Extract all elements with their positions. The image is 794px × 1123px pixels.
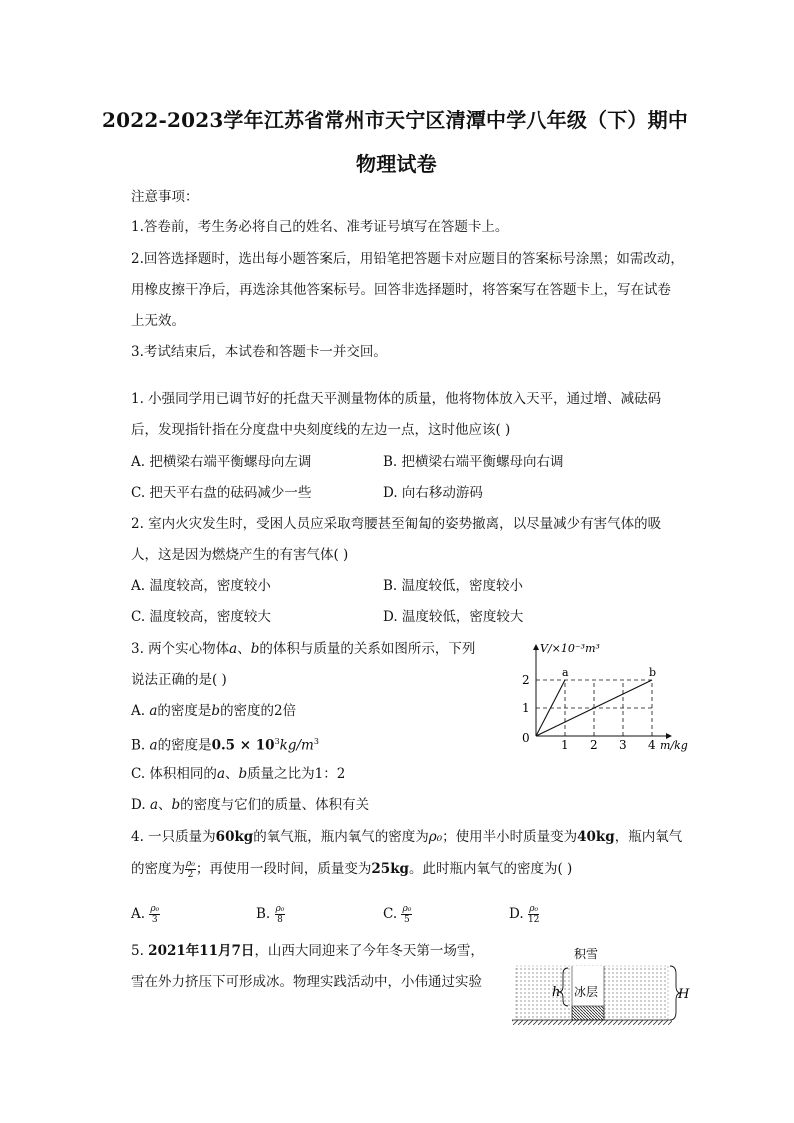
q5-snow-ice-figure — [508, 940, 698, 1030]
q3-stem-line-1: 3. 两个实心物体a、b的体积与质量的关系如图所示，下列 — [131, 641, 476, 657]
y-axis-label: V/×10⁻³m³ — [540, 642, 600, 655]
notice-item-2: 2.回答选择题时，选出每小题答案后，用铅笔把答题卡对应题目的答案标号涂黑；如需改动， — [131, 251, 684, 267]
ice-label: 冰层 — [574, 985, 599, 999]
series-b-label: b — [649, 666, 657, 679]
origin-label: 0 — [522, 731, 530, 745]
q3-option-c: C. 体积相同的a、b质量之比为1：2 — [131, 766, 346, 782]
q1-option-b: B. 把横梁右端平衡螺母向右调 — [383, 454, 564, 470]
notice-item-2-end: 上无效。 — [131, 313, 185, 329]
q5-stem-line-1: 5. 2021年11月7日，山西大同迎来了今年冬天第一场雪， — [131, 943, 484, 959]
notice-item-1: 1.答卷前，考生务必将自己的姓名、准考证号填写在答题卡上。 — [131, 219, 509, 235]
q3-option-d: D. a、b的密度与它们的质量、体积有关 — [131, 797, 370, 813]
q4-option-c: C. $\frac{\text{ρ₀}}{5}$ — [383, 904, 412, 925]
notice-heading: 注意事项： — [131, 189, 199, 205]
q4-option-d: D. $\frac{\text{ρ₀}}{12}$ — [509, 904, 540, 925]
series-a-label: a — [562, 666, 569, 679]
q4-stem-line-2: 的密度为 $\frac{\text{ρ₀}}{2}$ ；再使用一段时间，质量变为25kg。此时瓶内氧气的密度为( ) — [131, 859, 573, 880]
y-tick-label: 1 — [522, 701, 530, 715]
q3-volume-mass-graph — [510, 636, 700, 756]
x-axis-label: m/kg — [660, 739, 688, 752]
q2-option-d: D. 温度较低，密度较大 — [383, 609, 524, 625]
x-tick-label: 4 — [648, 738, 656, 752]
h-label: h — [552, 985, 561, 1000]
q3-option-b: B. a的密度是$0.5 \times 10^3kg/m^3$ — [131, 737, 319, 754]
notice-item-3: 3.考试结束后，本试卷和答题卡一并交回。 — [131, 344, 387, 360]
q2-option-b: B. 温度较低，密度较小 — [383, 578, 524, 594]
q1-option-d: D. 向右移动游码 — [383, 485, 483, 501]
fraction-rho0-over-2: $\frac{\text{ρ₀}}{2}$ — [186, 859, 195, 880]
title-line-1: 2022-2023学年江苏省常州市天宁区清潭中学八年级（下）期中 — [102, 108, 689, 132]
H-label: H — [678, 987, 690, 1002]
q1-option-c: C. 把天平右盘的砝码减少一些 — [131, 485, 312, 501]
q2-option-c: C. 温度较高，密度较大 — [131, 609, 271, 625]
q1-stem-line-2: 后，发现指针指在分度盘中央刻度线的左边一点，这时他应该( ) — [131, 422, 511, 438]
q5-stem-line-2: 雪在外力挤压下可形成冰。物理实践活动中，小伟通过实验 — [131, 974, 482, 990]
ice-layer — [572, 1006, 604, 1020]
notice-item-2-cont: 用橡皮擦干净后，再选涂其他答案标号。回答非选择题时，将答案写在答题卡上，写在试卷 — [131, 282, 671, 298]
y-axis-arrow — [533, 644, 539, 650]
title-line-2: 物理试卷 — [356, 152, 437, 176]
q4-option-b: B. $\frac{\text{ρ₀}}{8}$ — [256, 904, 285, 925]
x-tick-label: 3 — [619, 738, 627, 752]
q4-option-a: A. $\frac{\text{ρ₀}}{3}$ — [131, 904, 160, 925]
q4-stem-line-1: 4. 一只质量为60kg的氧气瓶，瓶内氧气的密度为ρ₀；使用半小时质量变为40kg，瓶内氧气 — [131, 829, 683, 845]
q3-option-a: A. a的密度是b的密度的2倍 — [131, 703, 297, 719]
q2-stem-line-1: 2. 室内火灾发生时，受困人员应采取弯腰甚至匍匐的姿势撤离，以尽量减少有害气体的吸 — [131, 516, 662, 532]
q2-stem-line-2: 人，这是因为燃烧产生的有害气体( ) — [131, 547, 349, 563]
snow-label: 积雪 — [574, 947, 599, 961]
x-tick-label: 1 — [561, 738, 569, 752]
ground — [512, 1020, 672, 1025]
x-tick-label: 2 — [590, 738, 598, 752]
y-tick-label: 2 — [522, 673, 530, 687]
q1-stem-line-1: 1. 小强同学用已调节好的托盘天平测量物体的质量，他将物体放入天平，通过增、减砝码 — [131, 391, 662, 407]
q1-option-a: A. 把横梁右端平衡螺母向左调 — [131, 454, 312, 470]
q3-stem-line-2: 说法正确的是( ) — [131, 672, 227, 688]
q2-option-a: A. 温度较高，密度较小 — [131, 578, 271, 594]
